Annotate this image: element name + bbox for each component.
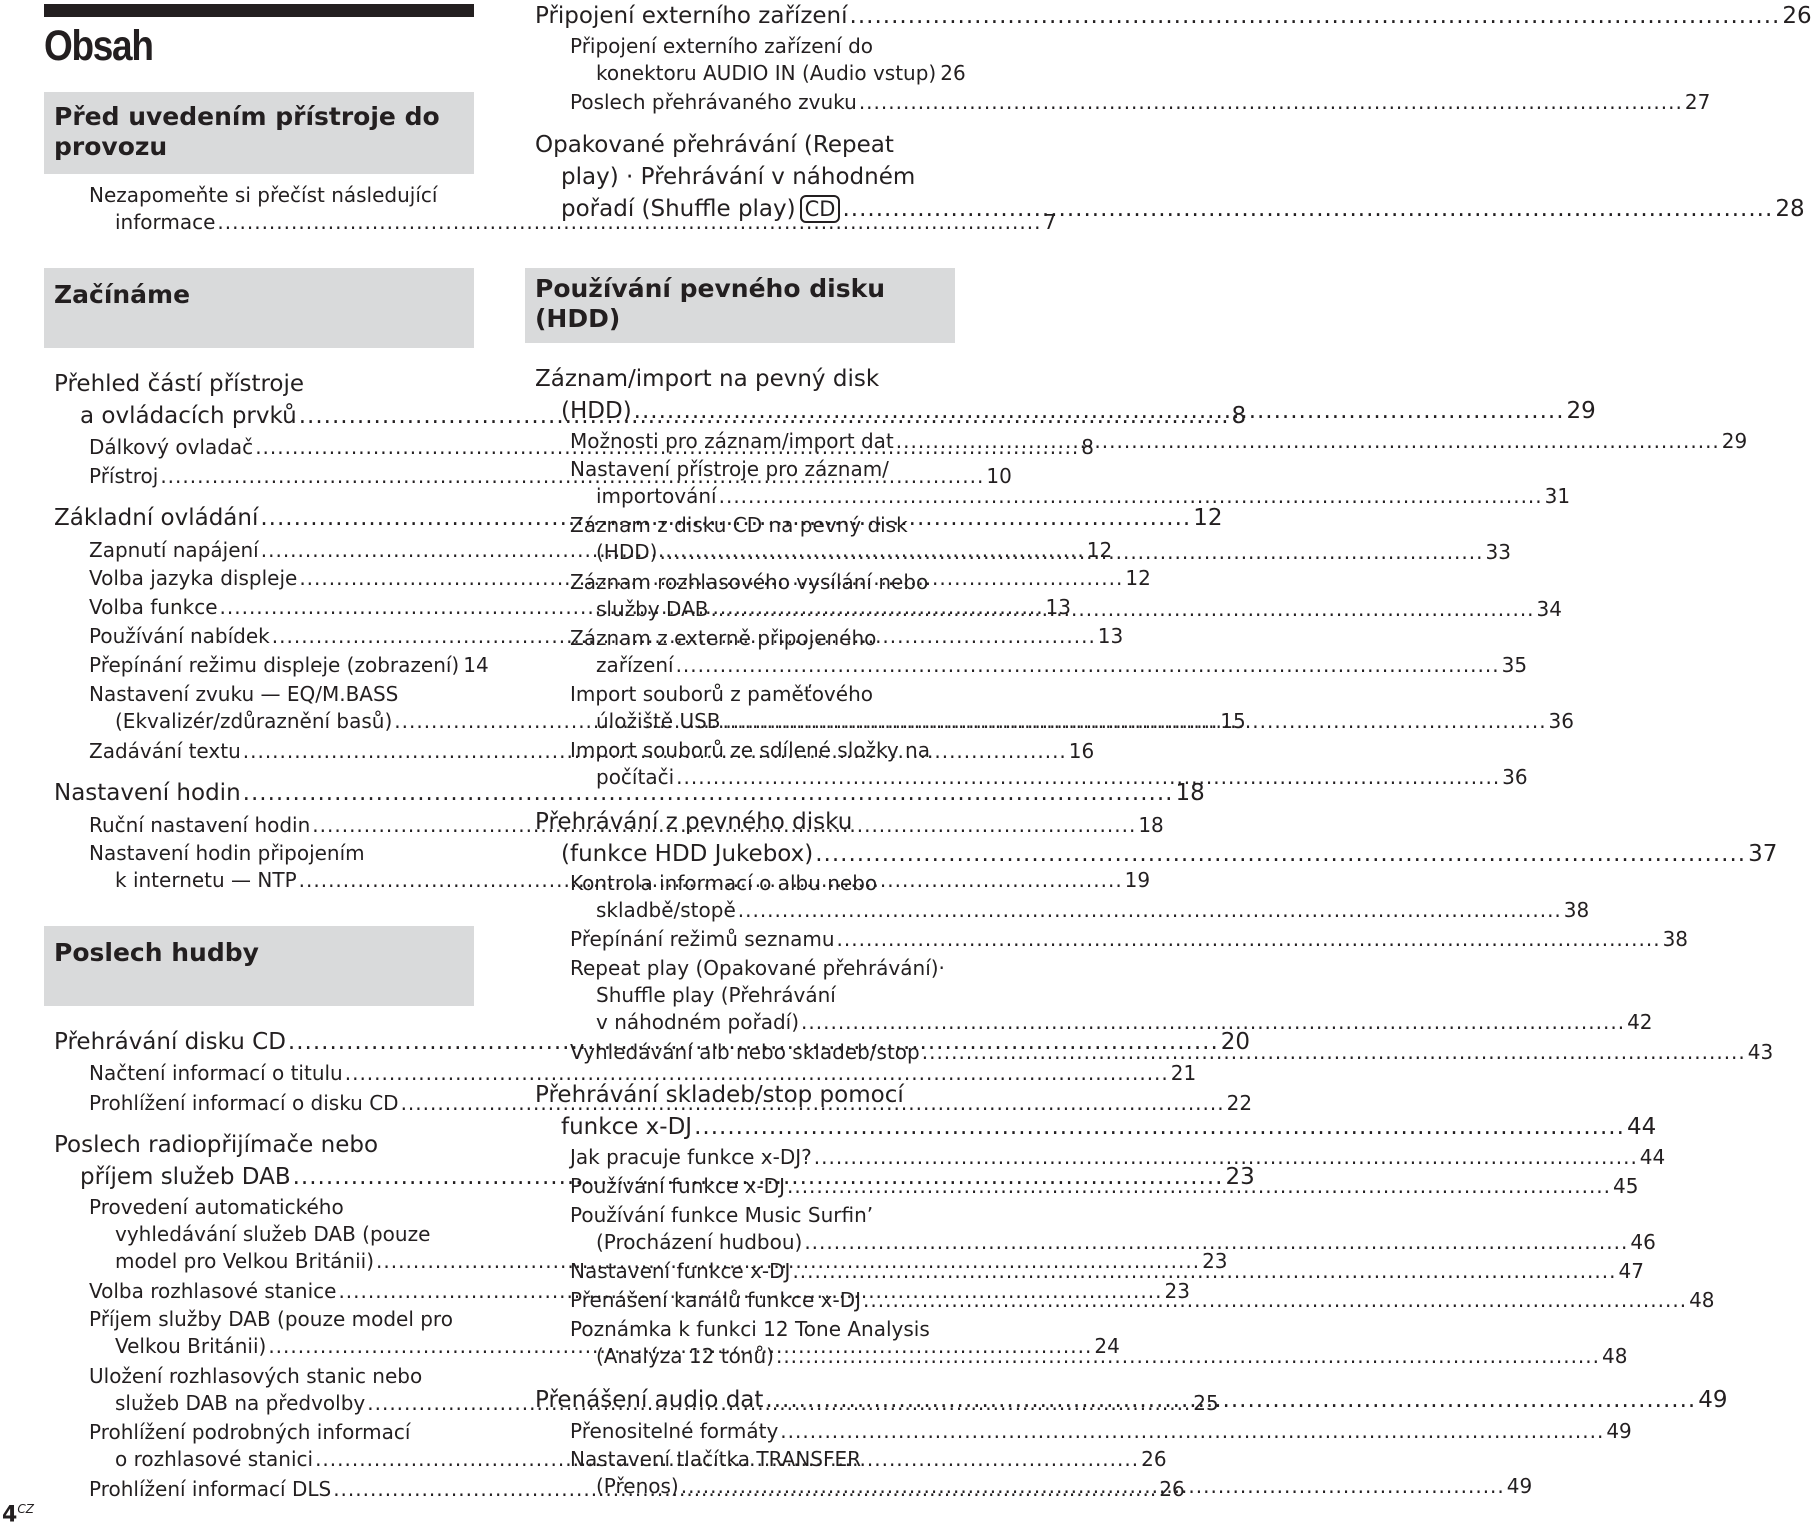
- toc-entry-row: [570, 1009, 1653, 1036]
- toc-entry-line: Nastavení tlačítka TRANSFER: [570, 1447, 862, 1471]
- toc-page-number: 49: [1606, 1419, 1632, 1443]
- toc-page-number: 12: [1193, 505, 1223, 531]
- toc-entry-title: Volba rozhlasové stanice: [89, 1279, 337, 1303]
- toc-page-number: 12: [1125, 566, 1151, 590]
- page-lang: CZ: [17, 1502, 34, 1516]
- toc-entry-title: počítači: [596, 765, 675, 789]
- toc-page-number: 26: [1141, 1447, 1167, 1471]
- dot-leader: [850, 0, 1781, 32]
- toc-entry-line: Provedení automatického: [89, 1195, 344, 1219]
- toc-entry-line: Repeat play (Opakované přehrávání)·: [570, 956, 945, 980]
- toc-entry-row: [570, 652, 1528, 679]
- toc-page-number: 23: [1225, 1164, 1255, 1190]
- toc-page-number: 49: [1698, 1387, 1728, 1413]
- toc-page-number: 29: [1566, 398, 1596, 424]
- dot-leader: [863, 1287, 1687, 1314]
- toc-page-number: 38: [1563, 898, 1590, 922]
- toc-entry[interactable]: [570, 1202, 1656, 1256]
- toc-entry-title: Poslech přehrávaného zvuku: [570, 90, 857, 114]
- toc-entry-title: funkce x-DJ: [561, 1114, 693, 1140]
- toc-entry-title: (Procházení hudbou): [596, 1230, 803, 1254]
- toc-page-number: 45: [1613, 1174, 1639, 1198]
- toc-entry-title: Velkou Británii): [115, 1334, 267, 1358]
- toc-entry-title: Ruční nastavení hodin: [89, 813, 311, 837]
- toc-page-number: 43: [1747, 1040, 1774, 1064]
- toc-entry-line: Import souborů z paměťového: [570, 682, 873, 706]
- toc-entry-row: [570, 1418, 1632, 1445]
- dot-leader: [859, 89, 1683, 116]
- dot-leader: [842, 193, 1773, 225]
- toc-entry[interactable]: [570, 926, 1689, 953]
- toc-page-number: 14: [463, 653, 489, 677]
- toc-entry[interactable]: [570, 1418, 1632, 1445]
- dot-leader: [896, 428, 1720, 455]
- toc-entry-line: Záznam z disku CD na pevný disk: [570, 513, 908, 537]
- toc-entry[interactable]: [570, 1144, 1666, 1171]
- dot-leader: [711, 596, 1535, 623]
- toc-page-number: 38: [1662, 927, 1689, 951]
- toc-entry-title: (HDD): [596, 540, 658, 564]
- dot-leader: [922, 1039, 1746, 1066]
- toc-entry-title: Možnosti pro záznam/import dat: [570, 429, 894, 453]
- page-number: [2, 1502, 34, 1527]
- toc-entry-title: Přehrávání disku CD: [54, 1029, 286, 1055]
- toc-entry-row: [535, 0, 1812, 32]
- toc-page-number: 18: [1138, 813, 1164, 837]
- toc-entry-title: Jak pracuje funkce x-DJ?: [570, 1145, 812, 1169]
- toc-entry-row: [570, 764, 1528, 791]
- toc-entry-title: skladbě/stopě: [596, 898, 736, 922]
- toc-entry[interactable]: [570, 428, 1748, 455]
- toc-entry-title: Přenášení audio dat: [535, 1387, 764, 1413]
- toc-entry-title: příjem služeb DAB: [80, 1164, 291, 1190]
- toc-entry-title: (Ekvalizér/zdůraznění basů): [115, 709, 393, 733]
- toc-entry-line: Přehled částí přístroje: [54, 371, 305, 397]
- toc-entry[interactable]: [570, 955, 1653, 1036]
- toc-entry-line: Import souborů ze sdílené složky na: [570, 738, 930, 762]
- toc-entry-line: Opakované přehrávání (Repeat: [535, 132, 894, 158]
- dot-leader: [801, 1009, 1625, 1036]
- toc-entry-title: k internetu — NTP: [115, 868, 297, 892]
- dot-leader: [837, 926, 1661, 953]
- toc-entry-line: Nezapomeňte si přečíst následující: [89, 183, 438, 207]
- toc-entry-line: Uložení rozhlasových stanic nebo: [89, 1364, 423, 1388]
- toc-page-number: 18: [1175, 780, 1205, 806]
- toc-entry-title: Prohlížení informací DLS: [89, 1477, 332, 1501]
- dot-leader: [723, 708, 1547, 735]
- toc-entry-title: Základní ovládání: [54, 505, 259, 531]
- toc-page-number: 12: [1086, 538, 1113, 562]
- section-hdd: Používání pevného disku (HDD): [525, 268, 955, 343]
- toc-entry-title: Zadávání textu: [89, 739, 241, 763]
- toc-entry[interactable]: [89, 1060, 1197, 1087]
- title-bar: [44, 4, 474, 17]
- toc-entry-title: zařízení: [596, 653, 674, 677]
- toc-entry-line: Nastavení zvuku — EQ/M.BASS: [89, 682, 399, 706]
- toc-entry-title: Připojení externího zařízení: [535, 3, 848, 29]
- toc-entry-title: Přístroj: [89, 464, 159, 488]
- toc-entry[interactable]: [570, 89, 1711, 116]
- toc-entry-row: [570, 1144, 1666, 1171]
- toc-page-number: 33: [1485, 540, 1511, 564]
- toc-page-number: 42: [1627, 1010, 1653, 1034]
- dot-leader: [815, 838, 1746, 870]
- dot-leader: [780, 1418, 1604, 1445]
- toc-entry[interactable]: [535, 129, 1805, 225]
- toc-entry-title: (funkce HDD Jukebox): [561, 841, 814, 867]
- toc-page-number: 26: [1782, 3, 1812, 29]
- toc-entry-title: Zapnutí napájení: [89, 538, 259, 562]
- toc-entry-line: Záznam rozhlasového vysílání nebo: [570, 570, 929, 594]
- section-before-use: Před uvedením přístroje do provozu: [44, 92, 474, 174]
- toc-entry-row: [570, 428, 1748, 455]
- toc-page-number: 8: [1231, 403, 1247, 429]
- toc-page-number: 23: [1164, 1279, 1190, 1303]
- toc-entry-line: Nastavení přístroje pro záznam/: [570, 457, 889, 481]
- toc-page-number: 26: [940, 61, 966, 85]
- toc-page-number: 7: [1043, 210, 1057, 234]
- toc-entry-title: v náhodném pořadí): [596, 1010, 800, 1034]
- toc-page-number: 21: [1170, 1061, 1197, 1085]
- toc-page-number: 31: [1544, 484, 1571, 508]
- toc-entry-row: [89, 1060, 1197, 1087]
- toc-entry-line: Kontrola informací o albu nebo: [570, 871, 878, 895]
- toc-entry-row: [570, 897, 1590, 924]
- toc-entry-title: Přepínání režimu displeje (zobrazení): [89, 653, 460, 677]
- toc-entry-title: služeb DAB na předvolby: [115, 1391, 366, 1415]
- toc-entry-line: Připojení externího zařízení do: [570, 34, 874, 58]
- toc-entry-row: [535, 395, 1596, 427]
- toc-entry-row: [570, 89, 1711, 116]
- toc-page-number: 34: [1536, 597, 1562, 621]
- toc-entry-row: [570, 926, 1689, 953]
- dot-leader: [676, 764, 1500, 791]
- toc-page-number: 48: [1602, 1344, 1628, 1368]
- toc-entry-title: pořadí (Shuffle play): [561, 196, 796, 222]
- toc-entry-title: (HDD): [561, 398, 632, 424]
- section-listening: Poslech hudby: [44, 926, 474, 1006]
- toc-entry-title: Načtení informací o titulu: [89, 1061, 343, 1085]
- toc-entry-row: [570, 1229, 1656, 1256]
- toc-page-number: 13: [1045, 595, 1071, 619]
- toc-entry-line: play) · Přehrávání v náhodném: [561, 164, 916, 190]
- toc-entry-title: konektoru AUDIO IN (Audio vstup): [596, 61, 937, 85]
- toc-entry-row: [535, 838, 1778, 870]
- toc-entry-title: Používání funkce x-DJ: [570, 1174, 785, 1198]
- toc-page-number: 36: [1502, 765, 1528, 789]
- dot-leader: [676, 652, 1500, 679]
- toc-page-number: 44: [1639, 1145, 1666, 1169]
- toc-entry-title: Vyhledávání alb nebo skladeb/stop: [570, 1040, 920, 1064]
- toc-page-number: 27: [1684, 90, 1711, 114]
- page-title: Obsah: [44, 22, 153, 70]
- toc-entry-line: Poslech radiopřijímače nebo: [54, 1132, 379, 1158]
- toc-page-number: 15: [1220, 709, 1246, 733]
- dot-leader: [659, 539, 1483, 566]
- toc-page-number: 28: [1775, 196, 1805, 222]
- toc-entry-line: Přehrávání z pevného disku: [535, 809, 853, 835]
- toc-page-number: 29: [1721, 429, 1748, 453]
- cd-badge-icon: CD: [800, 195, 841, 223]
- toc-entry-title: Volba funkce: [89, 595, 218, 619]
- toc-entry-title: Prohlížení informací o disku CD: [89, 1091, 399, 1115]
- toc-page-number: 37: [1748, 841, 1778, 867]
- toc-page-number: 49: [1506, 1474, 1533, 1498]
- toc-entry-line: Záznam/import na pevný disk: [535, 366, 880, 392]
- toc-entry-title: Přenositelné formáty: [570, 1419, 779, 1443]
- toc-page-number: 20: [1220, 1029, 1251, 1055]
- page-number-value: 4: [2, 1502, 18, 1528]
- toc-entry-row: [89, 652, 489, 679]
- toc-entry-line: Shuffle play (Přehrávání: [596, 983, 836, 1007]
- toc-page-number: 19: [1124, 868, 1151, 892]
- toc-entry-line: Přehrávání skladeb/stop pomocí: [535, 1082, 904, 1108]
- section-getting-started: Začínáme: [44, 268, 474, 348]
- toc-entry-title: Přepínání režimů seznamu: [570, 927, 835, 951]
- toc-page-number: 10: [986, 464, 1012, 488]
- toc-entry-row: [570, 60, 966, 87]
- toc-page-number: 22: [1226, 1091, 1253, 1115]
- dot-leader: [738, 897, 1562, 924]
- toc-entry-title: Přenášení kanálů funkce x-DJ: [570, 1288, 862, 1312]
- toc-entry-title: o rozhlasové stanici: [115, 1447, 314, 1471]
- toc-page-number: 36: [1548, 709, 1574, 733]
- dot-leader: [681, 1473, 1505, 1500]
- dot-leader: [719, 483, 1543, 510]
- toc-entry-line: vyhledávání služeb DAB (pouze: [115, 1222, 431, 1246]
- toc-page-number: 25: [1193, 1391, 1219, 1415]
- toc-entry-line: Příjem služby DAB (pouze model pro: [89, 1307, 453, 1331]
- toc-entry-title: Nastavení hodin: [54, 780, 241, 806]
- toc-page-number: 23: [1202, 1249, 1228, 1273]
- toc-entry-title: model pro Velkou Británii): [115, 1249, 375, 1273]
- toc-entry-row: [535, 1111, 1657, 1143]
- toc-entry[interactable]: [570, 33, 966, 87]
- toc-entry-title: Volba jazyka displeje: [89, 566, 298, 590]
- toc-page-number: 44: [1626, 1114, 1657, 1140]
- dot-leader: [792, 1258, 1616, 1285]
- toc-page-number: 47: [1618, 1259, 1644, 1283]
- toc-page-number: 8: [1081, 435, 1094, 459]
- toc-page-number: 24: [1094, 1334, 1120, 1358]
- toc-entry-line: Záznam z externě připojeného: [570, 626, 877, 650]
- toc-entry-title: úložiště USB: [596, 709, 721, 733]
- toc-entry-line: Používání funkce Music Surfin’: [570, 1203, 874, 1227]
- dot-leader: [694, 1111, 1625, 1143]
- toc-entry-title: (Analýza 12 tónů): [596, 1344, 774, 1368]
- dot-leader: [804, 1229, 1628, 1256]
- toc-entry-title: služby DAB: [596, 597, 709, 621]
- toc-page-number: 13: [1097, 624, 1124, 648]
- toc-entry-title: informace: [115, 210, 216, 234]
- toc-entry-row: [535, 193, 1805, 225]
- toc-entry[interactable]: [535, 0, 1812, 32]
- toc-entry-title: a ovládacích prvků: [80, 403, 297, 429]
- toc-page-number: 46: [1630, 1230, 1656, 1254]
- toc-entry-line: Poznámka k funkci 12 Tone Analysis: [570, 1317, 930, 1341]
- toc-entry-line: Prohlížení podrobných informací: [89, 1420, 411, 1444]
- dot-leader: [776, 1343, 1600, 1370]
- toc-entry[interactable]: [89, 652, 489, 679]
- dot-leader: [787, 1173, 1611, 1200]
- toc-entry-line: Nastavení hodin připojením: [89, 841, 365, 865]
- toc-entry-title: Používání nabídek: [89, 624, 270, 648]
- toc-entry-title: (Přenos): [596, 1474, 679, 1498]
- toc-page-number: 26: [1159, 1477, 1185, 1501]
- toc-page-number: 48: [1689, 1288, 1715, 1312]
- toc-page-number: 35: [1501, 653, 1528, 677]
- toc-entry[interactable]: [535, 363, 1596, 427]
- toc-entry-title: Dálkový ovladač: [89, 435, 254, 459]
- toc-entry-title: Nastavení funkce x-DJ: [570, 1259, 791, 1283]
- toc-entry-title: importování: [596, 484, 717, 508]
- toc-page-number: 16: [1068, 739, 1095, 763]
- toc-entry-row: [570, 483, 1571, 510]
- dot-leader: [814, 1144, 1638, 1171]
- dot-leader: [765, 1384, 1696, 1416]
- dot-leader: [634, 395, 1565, 427]
